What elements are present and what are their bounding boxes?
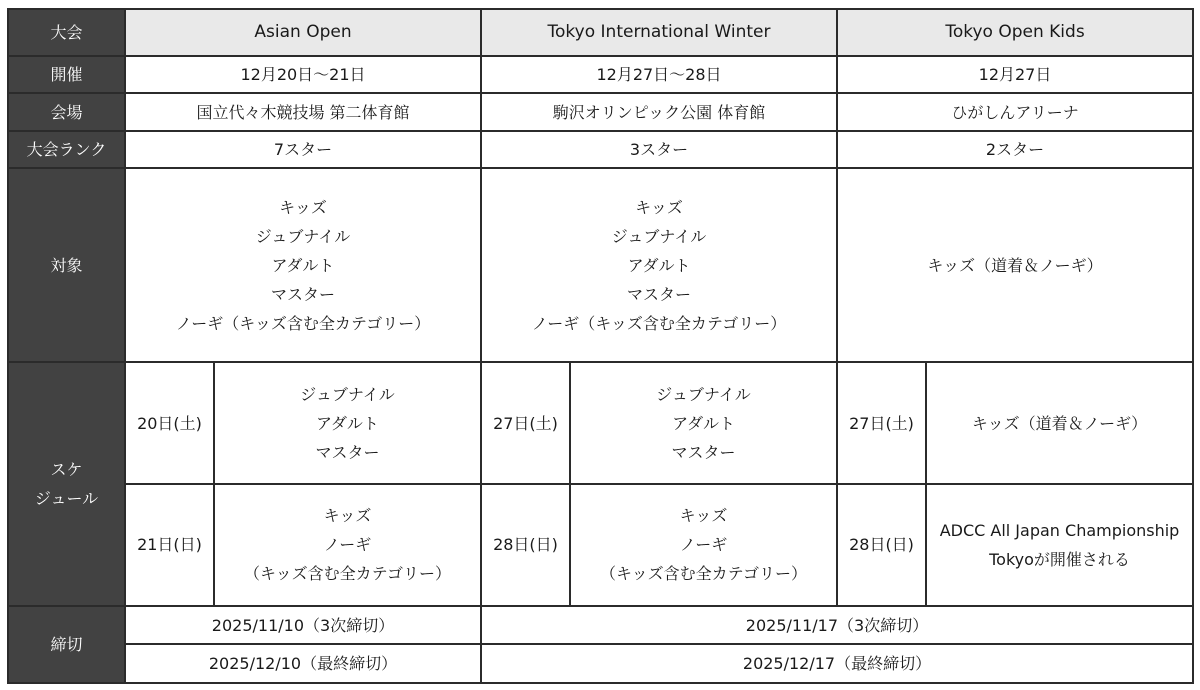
- rank-tokyo-open-kids: 2スター: [837, 131, 1193, 169]
- event-item: ノーギ: [679, 535, 728, 555]
- event-item: ジュブナイル: [656, 384, 751, 404]
- target-item: ジュブナイル: [611, 226, 707, 246]
- target-item: ノーギ（キッズ含む全カテゴリー）: [531, 313, 787, 333]
- event-item: ADCC All Japan Championship: [939, 520, 1180, 540]
- competition-name-asian-open: Asian Open: [125, 9, 481, 56]
- venue-tokyo-open-kids: ひがしんアリーナ: [837, 93, 1193, 131]
- target-item: キッズ（道着＆ノーギ）: [927, 255, 1103, 275]
- competition-schedule-table: [7, 8, 1194, 684]
- schedule-events-tokyo-winter-2: [570, 484, 837, 606]
- schedule-events-tokyo-winter-1: [570, 362, 837, 484]
- event-item: アダルト: [672, 413, 735, 433]
- event-item: Tokyoが開催される: [989, 549, 1130, 569]
- target-item: マスター: [627, 284, 692, 304]
- deadline-final-asian-open: 2025/12/10（最終締切）: [125, 644, 481, 683]
- target-item: アダルト: [271, 255, 335, 275]
- event-item: キッズ: [679, 506, 728, 526]
- event-item: ジュブナイル: [300, 384, 395, 404]
- header-deadline: 締切: [8, 606, 125, 683]
- target-tokyo-international-winter: [481, 168, 837, 362]
- competition-row: [8, 9, 1193, 56]
- target-item: キッズ: [635, 197, 683, 217]
- schedule-events-asian-open-1: [214, 362, 481, 484]
- schedule-events-tokyo-kids-1: [926, 362, 1193, 484]
- venue-row: [8, 93, 1193, 131]
- header-schedule-line: ジュール: [34, 489, 99, 508]
- header-schedule-line: スケ: [50, 460, 83, 479]
- event-item: キッズ: [323, 506, 372, 526]
- target-tokyo-open-kids: [837, 168, 1193, 362]
- header-venue: 会場: [8, 93, 125, 131]
- competition-name-tokyo-open-kids: Tokyo Open Kids: [837, 9, 1193, 56]
- schedule-events-tokyo-kids-2: [926, 484, 1193, 606]
- event-item: アダルト: [316, 413, 379, 433]
- deadline-third-tokyo: 2025/11/17（3次締切）: [481, 606, 1193, 645]
- event-item: ノーギ: [323, 535, 372, 555]
- venue-asian-open: 国立代々木競技場 第二体育館: [125, 93, 481, 131]
- schedule-day-tokyo-kids-2: 28日(日): [837, 484, 926, 606]
- target-item: マスター: [270, 284, 335, 304]
- schedule-day-tokyo-kids-1: 27日(土): [837, 362, 926, 484]
- event-item: マスター: [671, 442, 736, 462]
- deadline-row-third: [8, 606, 1193, 645]
- header-competition: 大会: [8, 9, 125, 56]
- competition-name-tokyo-international-winter: Tokyo International Winter: [481, 9, 837, 56]
- target-item: ノーギ（キッズ含む全カテゴリー）: [175, 313, 431, 333]
- date-tokyo-international-winter: 12月27日〜28日: [481, 56, 837, 94]
- event-item: （キッズ含む全カテゴリー）: [599, 564, 808, 584]
- deadline-row-final: [8, 644, 1193, 683]
- date-row: [8, 56, 1193, 94]
- schedule-day-asian-open-2: 21日(日): [125, 484, 214, 606]
- date-tokyo-open-kids: 12月27日: [837, 56, 1193, 94]
- target-row: [8, 168, 1193, 362]
- target-item: ジュブナイル: [255, 226, 351, 246]
- rank-row: [8, 131, 1193, 169]
- date-asian-open: 12月20日〜21日: [125, 56, 481, 94]
- event-item: キッズ（道着＆ノーギ）: [971, 413, 1148, 433]
- venue-tokyo-international-winter: 駒沢オリンピック公園 体育館: [481, 93, 837, 131]
- header-target: 対象: [8, 168, 125, 362]
- target-item: キッズ: [279, 197, 327, 217]
- target-asian-open: [125, 168, 481, 362]
- header-schedule: [8, 362, 125, 606]
- event-item: （キッズ含む全カテゴリー）: [243, 564, 452, 584]
- event-item: マスター: [315, 442, 380, 462]
- schedule-row-day2: [8, 484, 1193, 606]
- schedule-day-asian-open-1: 20日(土): [125, 362, 214, 484]
- schedule-day-tokyo-winter-1: 27日(土): [481, 362, 570, 484]
- deadline-final-tokyo: 2025/12/17（最終締切）: [481, 644, 1193, 683]
- target-item: アダルト: [627, 255, 691, 275]
- schedule-day-tokyo-winter-2: 28日(日): [481, 484, 570, 606]
- header-date: 開催: [8, 56, 125, 94]
- rank-asian-open: 7スター: [125, 131, 481, 169]
- schedule-events-asian-open-2: [214, 484, 481, 606]
- rank-tokyo-international-winter: 3スター: [481, 131, 837, 169]
- deadline-third-asian-open: 2025/11/10（3次締切）: [125, 606, 481, 645]
- header-rank: 大会ランク: [8, 131, 125, 169]
- schedule-row-day1: [8, 362, 1193, 484]
